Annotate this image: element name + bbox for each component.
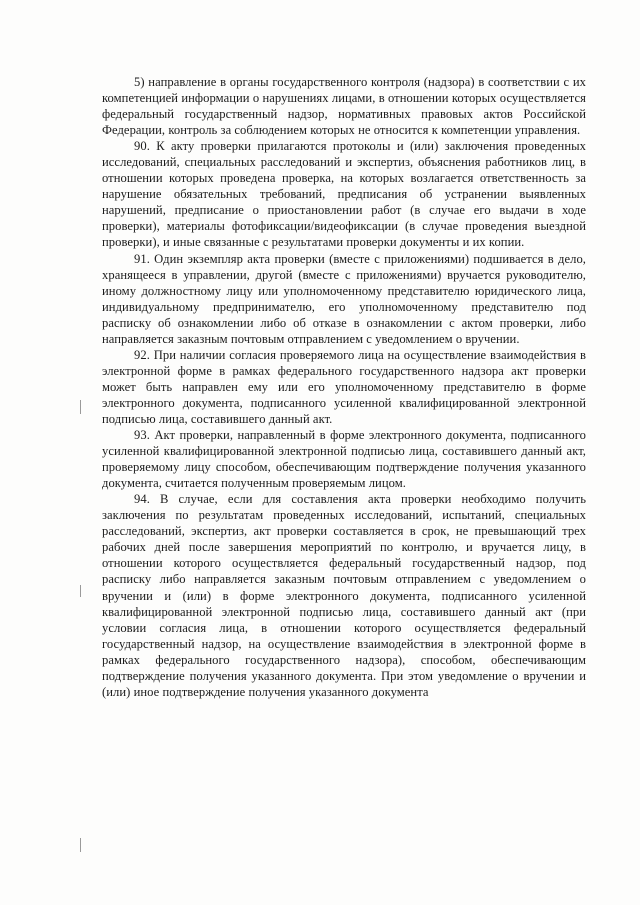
margin-mark <box>80 838 81 852</box>
margin-mark <box>80 400 81 414</box>
paragraph-94: 94. В случае, если для составления акта проверки необходимо получить заключения по результатам проведенных исследований, испытаний, специальных расследований, экспертиз, акт проверки составляется в срок, не превышающий трех рабочих дней после завершения мероприятий по контролю, и вручается лицу, в отношении которого осуществляется федеральный государственный надзор, под расписку либо направляется заказным почтовым отправлением с уведомлением о вручении и (или) в форме электронного документа, подписанного усиленной квалифицированной электронной подписью лица, составившего данный акт (при условии согласия лица, в отношении которого осуществляется федеральный государственный надзор, на осуществление взаимодействия в электронной форме в рамках федерального государственного надзора), способом, обеспечивающим подтверждение получения указанного документа. При этом уведомление о вручении и (или) иное подтверждение получения указанного документа <box>102 492 586 699</box>
paragraph-90: 90. К акту проверки прилагаются протоколы и (или) заключения проведенных исследований, специальных расследований и экспертиз, объяснения работников лиц, в отношении которых проведена проверка, на которых возлагается ответственность за нарушение обязательных требований, предписания об устранении выявленных нарушений, предписание о приостановлении работ (в случае его выдачи в ходе проверки), материалы фотофиксации/видеофиксации (в случае проведения выездной проверки), и иные связанные с результатами проверки документы и их копии. <box>102 139 586 250</box>
paragraph-93: 93. Акт проверки, направленный в форме электронного документа, подписанного усиленной квалифицированной электронной подписью лица, составившего данный акт, проверяемому лицу способом, обеспечивающим подтверждение получения указанного документа, считается полученным проверяемым лицом. <box>102 428 586 491</box>
paragraph-92: 92. При наличии согласия проверяемого лица на осуществление взаимодействия в электронной форме в рамках федерального государственного надзора акт проверки может быть направлен ему или его уполномоченному представителю в форме электронного документа, подписанного усиленной квалифицированной электронной подписью лица, составившего данный акт. <box>102 347 586 426</box>
paragraph-91: 91. Один экземпляр акта проверки (вместе с приложениями) подшивается в дело, хранящееся в управлении, другой (вместе с приложениями) вручается руководителю, иному должностному лицу или уполномоченному представителю юридического лица, индивидуальному предпринимателю, его уполномоченному представителю под расписку об ознакомлении либо об отказе в ознакомлении с актом проверки, либо направляется заказным почтовым отправлением с уведомлением о вручении. <box>102 251 586 346</box>
margin-mark <box>80 585 81 597</box>
paragraph-item-5: 5) направление в органы государственного контроля (надзора) в соответствии с их компетенцией информации о нарушениях лицами, в отношении которых осуществляется федеральный государственный надзор, нормативных правовых актов Российской Федерации, контроль за соблюдением которых не относится к компетенции управления. <box>102 75 586 138</box>
